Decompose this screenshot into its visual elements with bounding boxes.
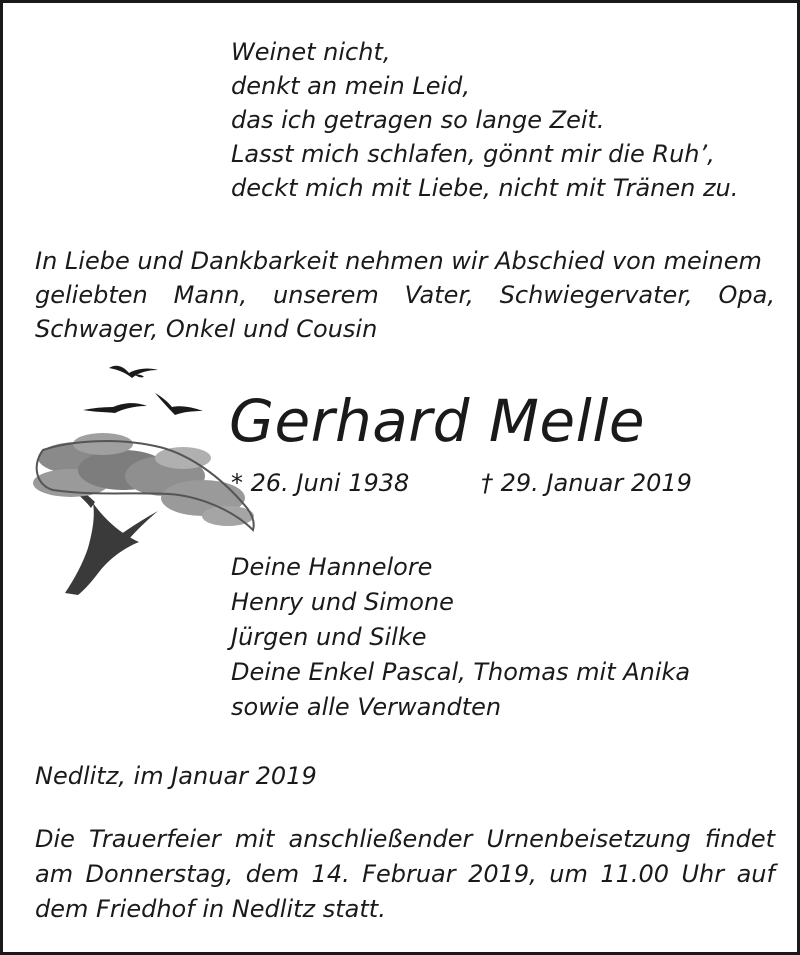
mourners-list — [231, 550, 690, 725]
funeral-line: dem Friedhof in Nedlitz statt. — [35, 895, 386, 923]
word: um — [549, 860, 588, 888]
word: Schwiegervater, — [499, 281, 693, 309]
word: mit — [234, 825, 275, 853]
place-and-date: Nedlitz, im Januar 2019 — [35, 762, 317, 790]
word: 11.00 — [600, 860, 670, 888]
word: Mann, — [173, 281, 248, 309]
word: Uhr — [681, 860, 725, 888]
word: Urnenbeisetzung — [486, 825, 691, 853]
word: Vater, — [404, 281, 474, 309]
word: geliebten — [35, 281, 148, 309]
word: anschließender — [288, 825, 473, 853]
word: unserem — [273, 281, 379, 309]
farewell-text — [35, 244, 775, 346]
word: findet — [704, 825, 775, 853]
tree-icon — [33, 433, 254, 595]
word: Februar — [362, 860, 456, 888]
tree-and-birds-illustration — [23, 358, 258, 598]
death-date: † 29. Januar 2019 — [481, 469, 692, 497]
poem-line: deckt mich mit Liebe, nicht mit Tränen zu. — [231, 174, 739, 202]
deceased-name: Gerhard Melle — [229, 387, 646, 455]
mourner-line: sowie alle Verwandten — [231, 693, 502, 721]
poem-line: Weinet nicht, — [231, 38, 391, 66]
farewell-line: Schwager, Onkel und Cousin — [35, 315, 378, 343]
word: Die — [35, 825, 75, 853]
word: auf — [736, 860, 775, 888]
birds-icon — [83, 366, 203, 415]
farewell-line — [35, 278, 775, 312]
farewell-line: In Liebe und Dankbarkeit nehmen wir Abschied von meinem — [35, 247, 762, 275]
word: Trauerfeier — [89, 825, 221, 853]
word: 2019, — [468, 860, 537, 888]
funeral-line — [35, 822, 775, 857]
word: dem — [245, 860, 300, 888]
funeral-line — [35, 857, 775, 892]
mourner-line: Deine Hannelore — [231, 553, 433, 581]
word: Donnerstag, — [85, 860, 234, 888]
mourner-line: Henry und Simone — [231, 588, 454, 616]
mourner-line: Deine Enkel Pascal, Thomas mit Anika — [231, 658, 691, 686]
mourner-line: Jürgen und Silke — [231, 623, 427, 651]
word: am — [35, 860, 74, 888]
poem-line: Lasst mich schlafen, gönnt mir die Ruh’, — [231, 140, 715, 168]
poem — [231, 35, 738, 205]
poem-line: denkt an mein Leid, — [231, 72, 471, 100]
word: Opa, — [718, 281, 775, 309]
poem-line: das ich getragen so lange Zeit. — [231, 106, 605, 134]
word: 14. — [311, 860, 350, 888]
birth-date: * 26. Juni 1938 — [231, 469, 410, 497]
funeral-info — [35, 822, 775, 927]
